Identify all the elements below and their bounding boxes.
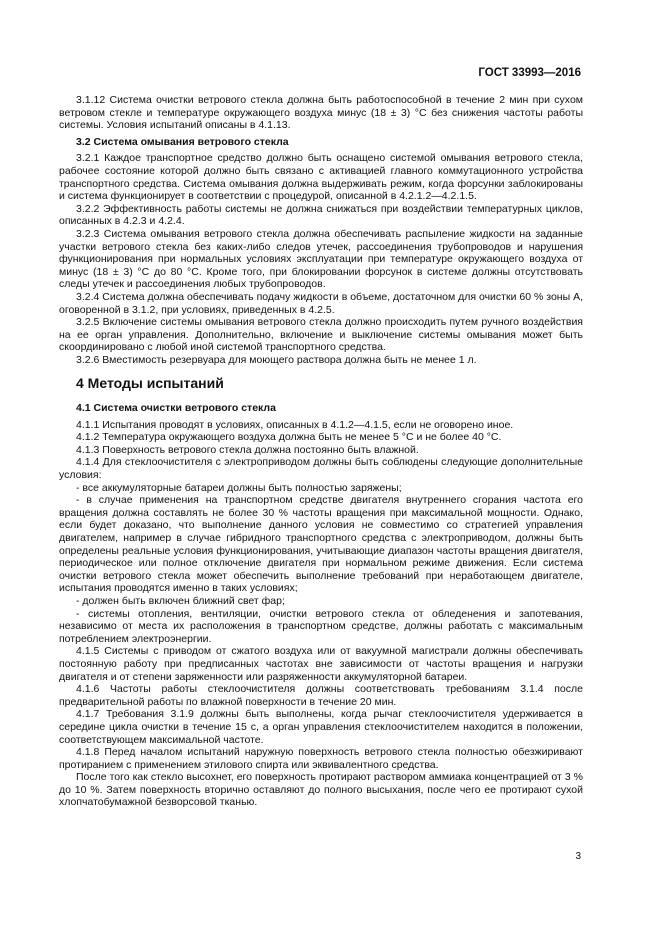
section-heading-3-2: 3.2 Система омывания ветрового стекла (76, 135, 289, 148)
paragraph-4-1-7: 4.1.7 Требования 3.1.9 должны быть выполнены, когда рычаг стеклоочистителя удерживается в середине цикла очистки в течение 15 с, а орган управления стеклоочистителем находится в положении, соответствующем максимальной частоте. (59, 708, 583, 746)
paragraph-4-1-6: 4.1.6 Частоты работы стеклоочистителя должны соответствовать требованиям 3.1.4 после предварительной работы по влажной поверхности в течение 20 мин. (59, 683, 583, 708)
paragraph-3-2-3: 3.2.3 Система омывания ветрового стекла должна обеспечивать распыление жидкости на заданные участки ветрового стекла без каких-либо следов утечек, рассоединения трубопроводов и нарушения функционирования при нормальных условиях эксплуатации при температуре окружающего воздуха от минус (18 ± 3) °С до 80 °С. Кроме того, при блокировании форсунок в системе должны отсутствовать следы утечек и рассоединения любых трубопроводов. (59, 227, 583, 291)
document-header: ГОСТ 33993—2016 (478, 67, 581, 79)
paragraph-3-2-6: 3.2.6 Вместимость резервуара для моющего раствора должна быть не менее 1 л. (76, 353, 477, 366)
page-number: 3 (575, 851, 581, 862)
paragraph-4-1-4: 4.1.4 Для стеклоочистителя с электроприводом должны быть соблюдены следующие дополнительные условия: (59, 456, 583, 482)
paragraph-3-2-2: 3.2.2 Эффективность работы системы не должна снижаться при воздействии температурных циклов, описанных в 4.2.3 и 4.2.4. (59, 202, 583, 228)
paragraph-3-2-1: 3.2.1 Каждое транспортное средство должно быть оснащено системой омывания ветрового стекла, рабочее состояние которой должно быть связано с активацией главного коммутационного устройства транспортного средства. Система омывания должна выдерживать режим, когда форсунки заблокированы и система функционирует в соответствии с процедурой, описанной в 4.2.1.2—4.2.1.5. (59, 152, 583, 203)
paragraph-3-2-4: 3.2.4 Система должна обеспечивать подачу жидкости в объеме, достаточном для очистки 60 % зоны А, оговоренной в 3.1.2, при условиях, приведенных в 4.2.5. (59, 290, 583, 316)
paragraph-3-1-12: 3.1.12 Система очистки ветрового стекла должна быть работоспособной в течение 2 мин при сухом ветровом стекле и температуре окружающего воздуха минус (18 ± 3) °С без снижения частоты работы системы. Условия испытаний описаны в 4.1.13. (59, 94, 583, 132)
section-heading-4-1: 4.1 Система очистки ветрового стекла (76, 402, 276, 415)
paragraph-after-drying: После того как стекло высохнет, его поверхность протирают раствором аммиака концентрацией от 3 % до 10 %. Затем поверхность вторично оставляют до полного высыхания, после чего ее протирают сухой хлопчатобумажной безворсовой тканью. (59, 771, 583, 809)
paragraph-4-1-8: 4.1.8 Перед началом испытаний наружную поверхность ветрового стекла полностью обезжиривают протиранием с применением этилового спирта или эквивалентного средства. (59, 746, 583, 771)
paragraph-4-1-1: 4.1.1 Испытания проводят в условиях, описанных в 4.1.2—4.1.5, если не оговорено иное. (76, 418, 514, 431)
document-body (59, 94, 583, 809)
paragraph-3-2-5: 3.2.5 Включение системы омывания ветрового стекла должно происходить путем ручного воздействия на ее орган управления. Дополнительно, включение и выключение системы омывания может быть скоординировано с любой иной системой транспортного средства. (59, 316, 583, 354)
paragraph-4-1-2: 4.1.2 Температура окружающего воздуха должна быть не менее 5 °С и не более 40 °С. (76, 431, 502, 444)
list-item-batteries: - все аккумуляторные батареи должны быть полностью заряжены; (76, 481, 402, 494)
list-item-engine: - в случае применения на транспортном средстве двигателя внутреннего сгорания частота его вращения должна составлять не более 30 % частоты вращения при максимальной мощности. Однако, если будет доказано, что выполнение данного условия не совместимо со стратегией управления двигателем, например в случае гибридного транспортного средства с электроприводом, должны быть определены реальные условия функционирования, учитывающие диапазон частоты вращения двигателя, периодическое или полное отключение двигателя при нормальном режиме движения. Если система очистки ветрового стекла может обеспечить выполнение требований при неработающем двигателе, испытания проводятся именно в таких условиях; (59, 494, 583, 595)
list-item-heating: - системы отопления, вентиляции, очистки ветрового стекла от обледенения и запотевания, независимо от места их расположения в транспортном средстве, должны работать с максимальным потреблением электроэнергии. (59, 607, 583, 645)
paragraph-4-1-3: 4.1.3 Поверхность ветрового стекла должна постоянно быть влажной. (76, 443, 419, 456)
list-item-headlights: - должен быть включен ближний свет фар; (76, 594, 285, 607)
chapter-heading-4: 4 Методы испытаний (76, 375, 224, 392)
paragraph-4-1-5: 4.1.5 Системы с приводом от сжатого воздуха или от вакуумной магистрали должны обеспечивать постоянную работу при предписанных частотах вне зависимости от частоты вращения и нагрузки двигателя и от степени заряженности или разряженности аккумуляторной батареи. (59, 645, 583, 683)
